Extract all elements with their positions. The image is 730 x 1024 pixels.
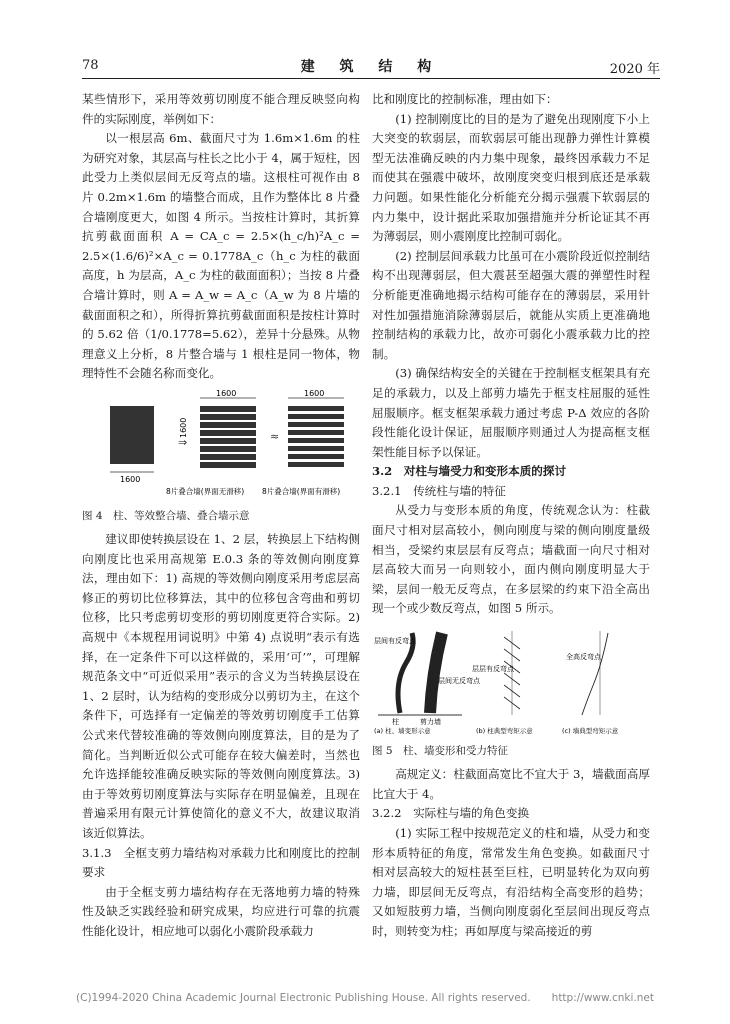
- label: 层层有反弯点: [472, 665, 514, 674]
- paragraph: 从受力与变形本质的角度，传统观念认为：柱截面尺寸相对层高较小，侧向刚度与梁的侧向刚度量级相当，受梁约束层层有反弯点；墙截面一向尺寸相对层高较大而另一向则较小，面内侧向刚度明显大于梁，层间一般无反弯点，在多层梁的约束下沿全高出现一个或少数反弯点，如图 5 所示。: [372, 503, 650, 616]
- section-heading: 3.2 对柱与墙受力和变形本质的探讨: [372, 464, 567, 479]
- label: 柱: [392, 718, 399, 727]
- subfigure-a: [374, 633, 481, 726]
- right-column: [372, 90, 650, 942]
- left-column: [82, 90, 360, 942]
- year: 2020 年: [609, 62, 660, 77]
- subcaption: (c) 墙典型弯矩示意: [562, 727, 619, 736]
- figure-5-caption: 图 5 柱、墙变形和受力特征: [372, 744, 509, 757]
- paragraph: 由于全框支剪力墙结构存在无落地剪力墙的特殊性及缺乏实践经验和研究成果，均应进行可靠的抗震性能化设计，相应地可以弱化小震阶段承载力: [82, 884, 360, 938]
- figure-label-b: 8片叠合墙(界面有滑移): [262, 486, 341, 496]
- paragraph: 比和刚度比的控制标准，理由如下：: [372, 92, 558, 106]
- label: 层间无反弯点: [438, 677, 480, 686]
- label: 剪力墙: [420, 718, 441, 727]
- paragraph: 建议即使转换层设在 1、2 层，转换层上下结构侧向刚度比也采用高规第 E.0.3 条的等效侧向刚度算法，理由如下：1) 高规的等效侧向刚度采用考虑层高修正的剪切比位移算法，其中的位移包含弯曲和剪切位移，比只考虑剪切变形的剪切刚度更符合实际。2) 高规中《本规程用词说明》中第 4) 点说明“表示有选择，在一定条件下可以这样做的，采用‘可’”，可理解规范条文中“可近似采用”表示的含义为当转换层设在 1、2 层时，认为结构的变形成分以剪切为主，在这个条件下，可选择有一定偏差的等效剪切刚度手工估算公式来代替较准确的等效侧向刚度算法，目的是为了简化。当判断近似公式可能存在较大偏差时，当然也允许选择能较准确反映实际的等效侧向刚度算法。3) 由于等效剪切刚度算法与实际存在明显偏差，且现在普遍采用有限元计算使简化的意义不大，故建议取消该近似算法。: [82, 532, 360, 840]
- figure-label-a: 8片叠合墙(界面无滑移): [166, 486, 245, 496]
- svg-text:≈: ≈: [270, 429, 280, 443]
- journal-title: 建 筑 结 构: [300, 59, 442, 75]
- paragraph: 以一根层高 6m、截面尺寸为 1.6m×1.6m 的柱为研究对象，其层高与柱长之比小于 4，属于短柱，因此受力上类似层间无反弯点的墙。这根柱可视作由 8 片 0.2m×1.6m 的墙整合而成，且作为整体比 8 片叠合墙刚度更大，如图 4 所示。当按柱计算时，其折算抗剪截面面积 A = CA_c = 2.5×(h_c/h)²A_c = 2.5×(1.6/6)²×A_c = 0.1778A_c（h_c 为柱的截面高度，h 为层高，A_c 为柱的截面面积）；当按 8 片叠合墙计算时，则 A = A_w = A_c（A_w 为 8 片墙的截面面积之和），所得折算抗剪截面面积是按柱计算时的 5.62 倍（1/0.1778=5.62），差异十分悬殊。从物理意义上分析，8 片整合墙与 1 根柱是同一物体，物理特性不会随名称而变化。: [82, 131, 360, 381]
- paragraph: (2) 控制层间承载力比虽可在小震阶段近似控制结构不出现薄弱层，但大震甚至超强大震的弹塑性时程分析能更准确地揭示结构可能存在的薄弱层，采用针对性加强措施消除薄弱层后，就能从实质上更准确地控制结构的承载力比，故亦可弱化小震承载力比的控制。: [372, 248, 650, 361]
- label: 全高反弯点: [566, 653, 601, 662]
- paragraph: (3) 确保结构安全的关键在于控制框支框架具有充足的承载力，以及上部剪力墙先于框支柱屈服的延性屈服顺序。框支框架承载力通过考虑 P-Δ 效应的各阶段性能化设计保证，屈服顺序则通过人为提高框支框架性能目标予以保证。: [372, 366, 650, 459]
- dim-label: 1600: [179, 417, 188, 438]
- column-section: [110, 406, 154, 464]
- section-heading: 3.1.3 全框支剪力墙结构对承载力比和刚度比的控制要求: [82, 845, 360, 880]
- svg-text:⇒: ⇒: [178, 435, 188, 449]
- copyright-footer: (C)1994-2020 China Academic Journal Electronic Publishing House. All rights reserved. http://www.cnki.net: [76, 992, 654, 1004]
- dim-label: 1600: [120, 474, 141, 484]
- figure-4-caption: 图 4 柱、等效整合墙、叠合墙示意: [82, 509, 250, 522]
- label: 层间有反弯点: [374, 637, 416, 646]
- figure-5: [372, 623, 650, 761]
- subsection-heading: 3.2.1 传统柱与墙的特征: [372, 483, 506, 498]
- paragraph: (1) 控制刚度比的目的是为了避免出现刚度下小上大突变的软弱层，而软弱层可能出现静力弹性计算模型无法准确反映的内力集中现象，最终因承载力不足而使其在强震中破坏，故刚度突变归根到底还是承载力问题。如果性能化分析能充分揭示强震下软弱层的内力集中，设计据此采取加强措施并分析论证其不再为薄弱层，则小震刚度比控制可弱化。: [372, 111, 650, 244]
- paragraph: (1) 实际工程中按规范定义的柱和墙，从受力和变形本质特征的角度，常常发生角色变换。如截面尺寸相对层高较大的短柱甚至巨柱，已明显转化为双向剪力墙，即层间无反弯点，有沿结构全高变形的趋势；又如短肢剪力墙，当侧向刚度弱化至层间出现反弯点时，则转变为柱；再如厚度与梁高接近的剪: [372, 826, 650, 938]
- subsection-heading: 3.2.2 实际柱与墙的角色变换: [372, 806, 530, 821]
- figure-5-drawing: [372, 623, 650, 735]
- dim-label: 1600: [216, 388, 237, 398]
- running-header: [82, 56, 660, 79]
- figure-4: [82, 388, 360, 526]
- paragraph: 高规定义：柱截面高宽比不宜大于 3，墙截面高厚比宜大于 4。: [372, 767, 650, 801]
- subcaption: (a) 柱、墙变形示意: [374, 727, 431, 736]
- figure-4-drawing: [82, 388, 360, 500]
- dim-label: 1600: [304, 388, 325, 398]
- subfigure-b: [472, 631, 520, 715]
- page-number: 78: [82, 58, 99, 73]
- wall-stack-b: [288, 406, 344, 467]
- paragraph: 某些情形下，采用等效剪切刚度不能合理反映竖向构件的实际刚度，举例如下：: [82, 92, 360, 126]
- wall-stack-a: [200, 406, 256, 468]
- subcaption: (b) 柱典型弯矩示意: [476, 727, 533, 736]
- subfigure-c: [566, 631, 608, 715]
